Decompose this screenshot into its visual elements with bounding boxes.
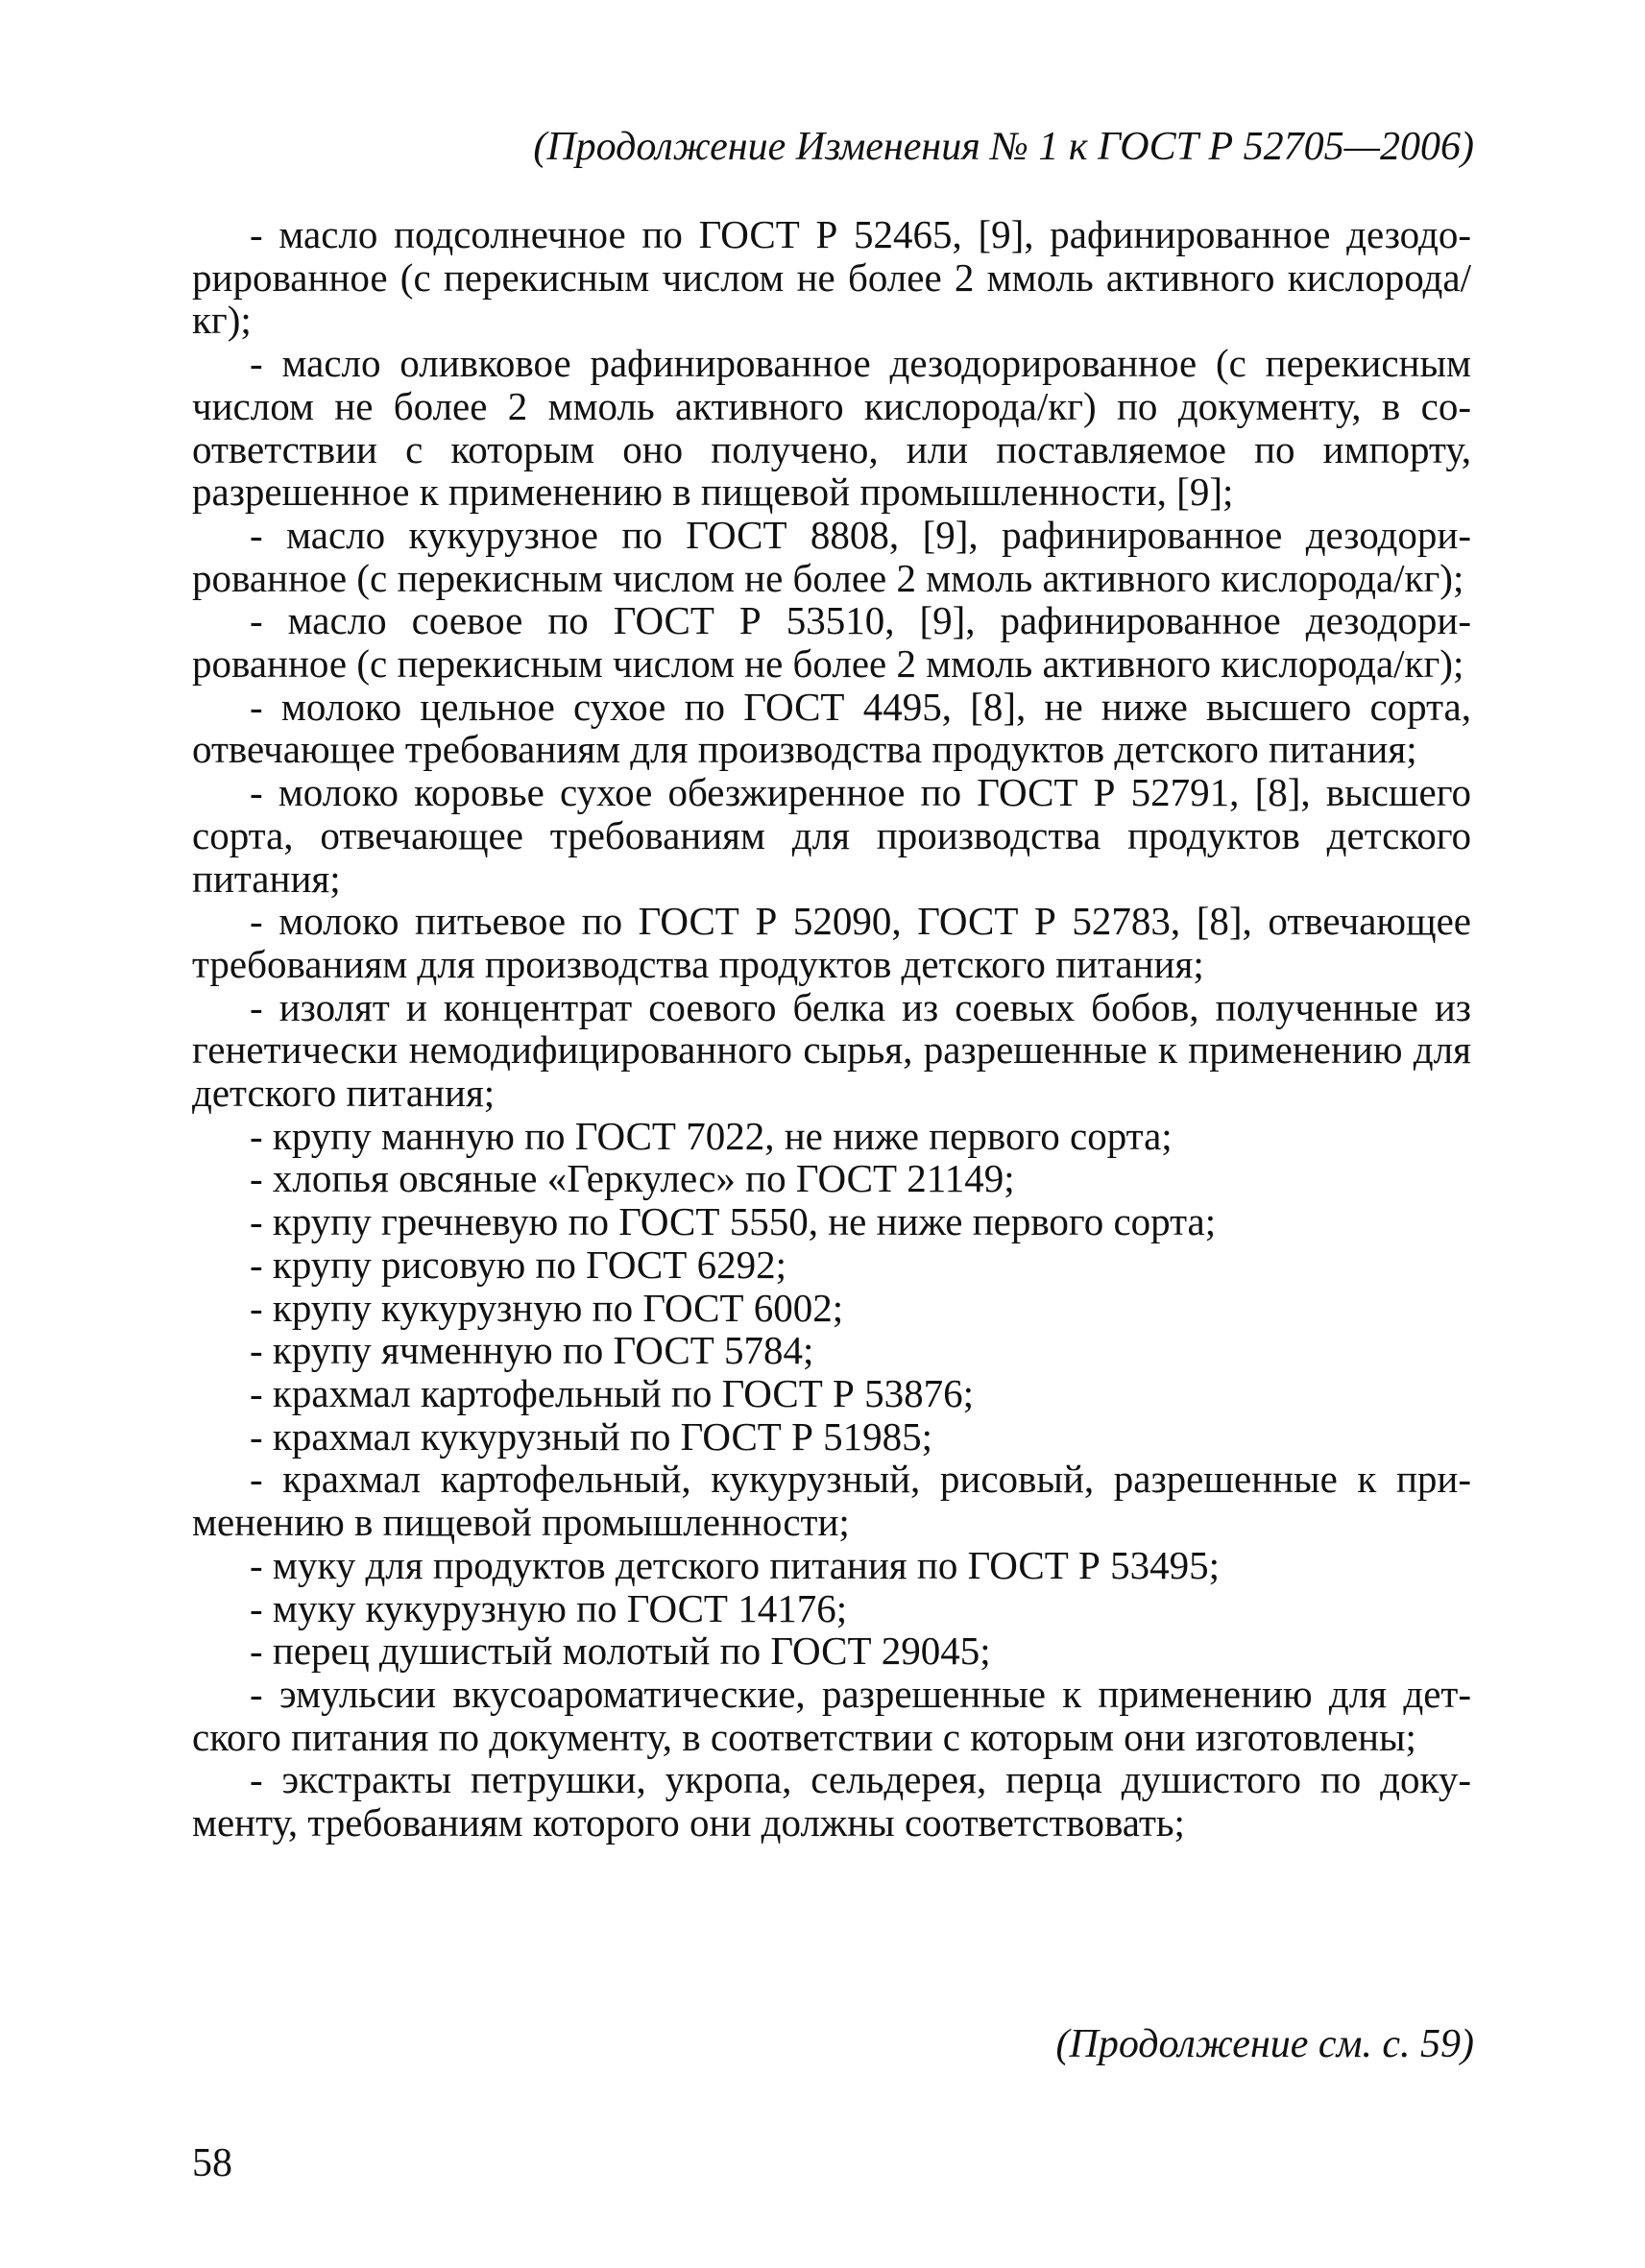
list-item: - крупу гречневую по ГОСТ 5550, не ниже первого сорта; bbox=[250, 1199, 1217, 1244]
list-item: - масло оливковое рафинированное дезодорированное (с перекисным числом не более 2 ммоль активного кислорода/кг) по документу, в соответствии с которым оно получено, или поставляемое по импорту, разрешенное к применению в пищевой промышленности, [9]; bbox=[192, 341, 1471, 515]
list-item: - молоко цельное сухое по ГОСТ 4495, [8], не ниже высшего сорта, отвечающее требованиям для производства продуктов детского питания; bbox=[192, 684, 1471, 772]
list-item: - молоко питьевое по ГОСТ Р 52090, ГОСТ Р 52783, [8], отвечающее требованиям для производства продуктов детского питания; bbox=[192, 899, 1471, 986]
page-number: 58 bbox=[192, 2141, 232, 2185]
list-item: - крупу ячменную по ГОСТ 5784; bbox=[250, 1328, 814, 1373]
list-item: - масло подсолнечное по ГОСТ Р 52465, [9], рафинированное дезодорированное (с перекисным числом не более 2 ммоль активного кислорода/кг); bbox=[192, 212, 1471, 343]
list-item: - хлопья овсяные «Геркулес» по ГОСТ 21149; bbox=[250, 1156, 1015, 1201]
list-item: - крахмал картофельный по ГОСТ Р 53876; bbox=[250, 1370, 974, 1415]
list-item: - крупу кукурузную по ГОСТ 6002; bbox=[250, 1285, 844, 1330]
list-item: - крахмал картофельный, кукурузный, рисовый, разрешенные к применению в пищевой промышленности; bbox=[192, 1457, 1471, 1545]
list-item: - молоко коровье сухое обезжиренное по ГОСТ Р 52791, [8], высшего сорта, отвечающее требованиям для производства продуктов детского питания; bbox=[192, 770, 1471, 901]
list-item: - изолят и концентрат соевого белка из соевых бобов, полученные из генетически немодифицированного сырья, разрешенные к применению для детского питания; bbox=[192, 984, 1471, 1116]
continuation-header: (Продолжение Изменения № 1 к ГОСТ Р 52705—2006) bbox=[533, 125, 1474, 169]
list-item: - муку для продуктов детского питания по ГОСТ Р 53495; bbox=[250, 1542, 1220, 1587]
list-item: - муку кукурузную по ГОСТ 14176; bbox=[250, 1585, 848, 1630]
continuation-footer: (Продолжение см. с. 59) bbox=[1055, 2022, 1474, 2066]
list-item: - крупу рисовую по ГОСТ 6292; bbox=[250, 1242, 786, 1287]
list-item: - крупу манную по ГОСТ 7022, не ниже первого сорта; bbox=[250, 1113, 1173, 1158]
list-item: - экстракты петрушки, укропа, сельдерея, перца душистого по документу, требованиям которого они должны соответствовать; bbox=[192, 1757, 1471, 1846]
list-item: - крахмал кукурузный по ГОСТ Р 51985; bbox=[250, 1413, 933, 1459]
list-item: - перец душистый молотый по ГОСТ 29045; bbox=[250, 1629, 991, 1674]
list-item: - масло кукурузное по ГОСТ 8808, [9], рафинированное дезодорированное (с перекисным числом не более 2 ммоль активного кислорода/кг); bbox=[192, 512, 1471, 600]
list-item: - эмульсии вкусоароматические, разрешенные к применению для детского питания по документу, в соответствии с которым они изготовлены; bbox=[192, 1671, 1471, 1759]
list-item: - масло соевое по ГОСТ Р 53510, [9], рафинированное дезодорированное (с перекисным числом не более 2 ммоль активного кислорода/кг); bbox=[192, 598, 1471, 687]
document-body bbox=[192, 213, 1471, 1845]
